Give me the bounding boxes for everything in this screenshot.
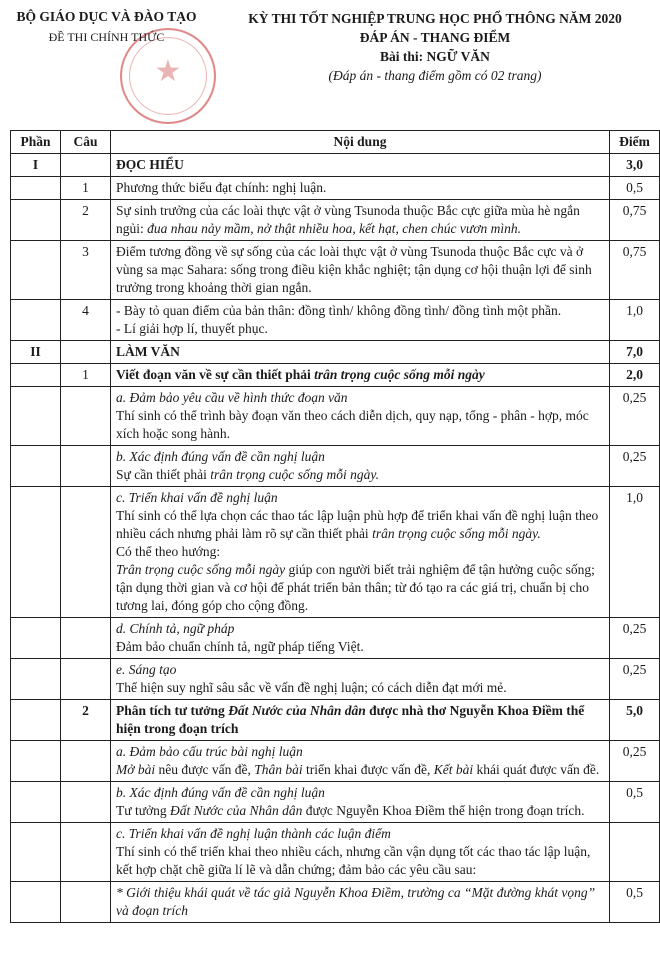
empty-cell: [11, 882, 61, 923]
table-row: [11, 200, 660, 241]
empty-cell: [11, 823, 61, 882]
title-part: Viết đoạn văn về sự cần thiết phải: [116, 367, 315, 382]
criterion-body: Thể hiện suy nghĩ sâu sắc về vấn đề nghị luận; có cách diễn đạt mới mẻ.: [116, 680, 507, 695]
exam-title: KỲ THI TỐT NGHIỆP TRUNG HỌC PHỔ THÔNG NĂM 2020: [248, 11, 622, 26]
criterion-body: Sự cần thiết phải: [116, 467, 211, 482]
question-number: 2: [61, 200, 111, 241]
empty-cell: [61, 882, 111, 923]
table-row: [11, 177, 660, 200]
table-row: [11, 882, 660, 923]
question-number: 4: [61, 300, 111, 341]
criterion-item: * Giới thiệu khái quát về tác giả Nguyễn Khoa Điềm, trường ca “Mặt đường khát vọng” và đoạn trích: [111, 882, 610, 923]
table-row: [11, 741, 660, 782]
table-row: [11, 387, 660, 446]
score: 0,5: [610, 782, 660, 823]
table-header-row: [11, 131, 660, 154]
empty-cell: [61, 618, 111, 659]
criterion: [111, 741, 610, 782]
table-row: [11, 446, 660, 487]
score: 0,5: [610, 882, 660, 923]
empty-cell: [11, 200, 61, 241]
empty-cell: [11, 618, 61, 659]
answer-title: ĐÁP ÁN - THANG ĐIỂM: [359, 30, 511, 45]
criterion-heading: d. Chính tả, ngữ pháp: [116, 621, 235, 636]
ministry-name: BỘ GIÁO DỤC VÀ ĐÀO TẠO: [16, 9, 197, 24]
criterion: [111, 446, 610, 487]
section-row: [11, 341, 660, 364]
empty-cell: [11, 487, 61, 618]
empty-cell: [61, 782, 111, 823]
answer-text: Phương thức biểu đạt chính: nghị luận.: [111, 177, 610, 200]
table-row: [11, 300, 660, 341]
official-label: ĐỀ THI CHÍNH THỨC: [48, 30, 165, 44]
score: 0,25: [610, 387, 660, 446]
criterion-heading: e. Sáng tạo: [116, 662, 177, 677]
empty-cell: [11, 364, 61, 387]
criterion-italic: trân trọng cuộc sống mỗi ngày.: [372, 526, 541, 541]
title-part: được nhà thơ Nguyễn Khoa Điềm thể hiện trong đoạn trích: [116, 703, 585, 736]
criterion-body: triển khai được vấn đề,: [302, 762, 434, 777]
empty-cell: [61, 741, 111, 782]
empty-cell: [610, 823, 660, 882]
criterion-body: giúp con người biết trải nghiệm để tận hưởng cuộc sống; tận dụng thời gian và cơ hội để phát triển bản thân; từ đó tạo ra các giá trị, chuẩn bị cho tương lai, đóng góp cho cộng đồng.: [116, 562, 595, 613]
col-content-header: Nội dung: [111, 131, 610, 154]
criterion-body: được Nguyễn Khoa Điềm thể hiện trong đoạn trích.: [302, 803, 585, 818]
criterion-italic: Kết bài: [433, 762, 474, 777]
ministry-block: [4, 9, 209, 45]
exam-block: [215, 9, 655, 85]
criterion-italic: Thân bài: [254, 762, 303, 777]
section-title: ĐỌC HIỂU: [111, 154, 610, 177]
answer-text-part: Sự sinh trưởng của các loài thực vật ở vùng Tsunoda thuộc Bắc cực giữa mùa hè ngắn ngủi:: [116, 203, 580, 236]
criterion-italic: Mở bài: [116, 762, 156, 777]
criterion-body: Tư tưởng: [116, 803, 171, 818]
answer-line: - Lí giải hợp lí, thuyết phục.: [116, 321, 268, 336]
score: 1,0: [610, 487, 660, 618]
section-score: 3,0: [610, 154, 660, 177]
section-title: LÀM VĂN: [111, 341, 610, 364]
table-row: [11, 487, 660, 618]
table-row: [11, 782, 660, 823]
score: 0,75: [610, 241, 660, 300]
empty-cell: [11, 300, 61, 341]
section-number: II: [11, 341, 61, 364]
table-row: [11, 823, 660, 882]
document-header: [0, 0, 660, 120]
question-title: [111, 364, 610, 387]
criterion-italic: Trân trọng cuộc sống mỗi ngày: [116, 562, 286, 577]
criterion-body: Có thể theo hướng:: [116, 544, 221, 559]
empty-cell: [11, 241, 61, 300]
empty-cell: [11, 446, 61, 487]
question-number: 1: [61, 364, 111, 387]
empty-cell: [61, 659, 111, 700]
score: 1,0: [610, 300, 660, 341]
criterion-body: nêu được vấn đề,: [155, 762, 255, 777]
col-part-header: Phần: [11, 131, 61, 154]
section-score: 7,0: [610, 341, 660, 364]
empty-cell: [11, 387, 61, 446]
empty-cell: [11, 741, 61, 782]
score: 0,25: [610, 741, 660, 782]
official-seal-icon: ★: [120, 28, 216, 124]
subject-line: Bài thi: NGỮ VĂN: [380, 49, 490, 64]
title-italic: trân trọng cuộc sống mỗi ngày: [314, 367, 485, 382]
criterion-body: khái quát được vấn đề.: [473, 762, 600, 777]
criterion-italic: trân trọng cuộc sống mỗi ngày.: [210, 467, 380, 482]
table-row: [11, 659, 660, 700]
criterion-body: Thí sinh có thể trình bày đoạn văn theo cách diễn dịch, quy nạp, tổng - phân - hợp, móc xích hoặc song hành.: [116, 408, 589, 441]
criterion-heading: a. Đảm bảo cấu trúc bài nghị luận: [116, 744, 303, 759]
empty-cell: [11, 177, 61, 200]
title-part: Phân tích tư tưởng: [116, 703, 229, 718]
score: 0,25: [610, 618, 660, 659]
criterion: [111, 659, 610, 700]
empty-cell: [61, 387, 111, 446]
answer-line: - Bày tỏ quan điểm của bản thân: đồng tình/ không đồng tình/ đồng tình một phần.: [116, 303, 562, 318]
score: 0,25: [610, 446, 660, 487]
score: 2,0: [610, 364, 660, 387]
criterion: [111, 782, 610, 823]
score: 0,5: [610, 177, 660, 200]
criterion-heading: c. Triển khai vấn đề nghị luận thành các luận điểm: [116, 826, 391, 841]
score: 5,0: [610, 700, 660, 741]
criterion: [111, 823, 610, 882]
title-italic: Đất Nước của Nhân dân: [228, 703, 366, 718]
col-score-header: Điểm: [610, 131, 660, 154]
answer-text: Điểm tương đồng về sự sống của các loài thực vật ở vùng Tsunoda thuộc Bắc cực và ở vùng sa mạc Sahara: sống trong điều kiện khắc nghiệt; tận dụng cơ hội thuận lợi để sinh trưởng trong khoảng thời gian ngắn.: [111, 241, 610, 300]
question-number: 2: [61, 700, 111, 741]
empty-cell: [11, 659, 61, 700]
answer-table: [10, 130, 660, 923]
empty-cell: [61, 446, 111, 487]
score: 0,75: [610, 200, 660, 241]
question-title: [111, 700, 610, 741]
answer-text: [111, 200, 610, 241]
empty-cell: [61, 341, 111, 364]
criterion-body: Thí sinh có thể lựa chọn các thao tác lập luận phù hợp để triển khai vấn đề nghị luận theo nhiều cách nhưng phải làm rõ sự cần thiết phải: [116, 508, 599, 541]
criterion: [111, 618, 610, 659]
question-number: 3: [61, 241, 111, 300]
table-row: [11, 618, 660, 659]
criterion-heading: b. Xác định đúng vấn đề cần nghị luận: [116, 449, 325, 464]
section-number: I: [11, 154, 61, 177]
criterion: [111, 387, 610, 446]
question-number: 1: [61, 177, 111, 200]
empty-cell: [61, 823, 111, 882]
empty-cell: [11, 782, 61, 823]
table-row: [11, 700, 660, 741]
answer-text: [111, 300, 610, 341]
empty-cell: [61, 154, 111, 177]
criterion-heading: b. Xác định đúng vấn đề cần nghị luận: [116, 785, 325, 800]
criterion-body: Thí sinh có thể triển khai theo nhiều cách, nhưng cần vận dụng tốt các thao tác lập luận, kết hợp chặt chẽ giữa lí lẽ và dẫn chứng; đảm bảo các yêu cầu sau:: [116, 844, 591, 877]
empty-cell: [11, 700, 61, 741]
answer-text-italic: đua nhau nảy mầm, nở thật nhiều hoa, kết hạt, chen chúc vươn mình.: [147, 221, 521, 236]
criterion-body: Đảm bảo chuẩn chính tả, ngữ pháp tiếng Việt.: [116, 639, 364, 654]
criterion: [111, 487, 610, 618]
table-row: [11, 241, 660, 300]
criterion-heading: c. Triển khai vấn đề nghị luận: [116, 490, 278, 505]
criterion-heading: a. Đảm bảo yêu cầu về hình thức đoạn văn: [116, 390, 348, 405]
table-row: [11, 364, 660, 387]
score: 0,25: [610, 659, 660, 700]
col-question-header: Câu: [61, 131, 111, 154]
empty-cell: [61, 487, 111, 618]
page-note: (Đáp án - thang điểm gồm có 02 trang): [328, 68, 542, 83]
section-row: [11, 154, 660, 177]
criterion-italic: Đất Nước của Nhân dân: [170, 803, 303, 818]
